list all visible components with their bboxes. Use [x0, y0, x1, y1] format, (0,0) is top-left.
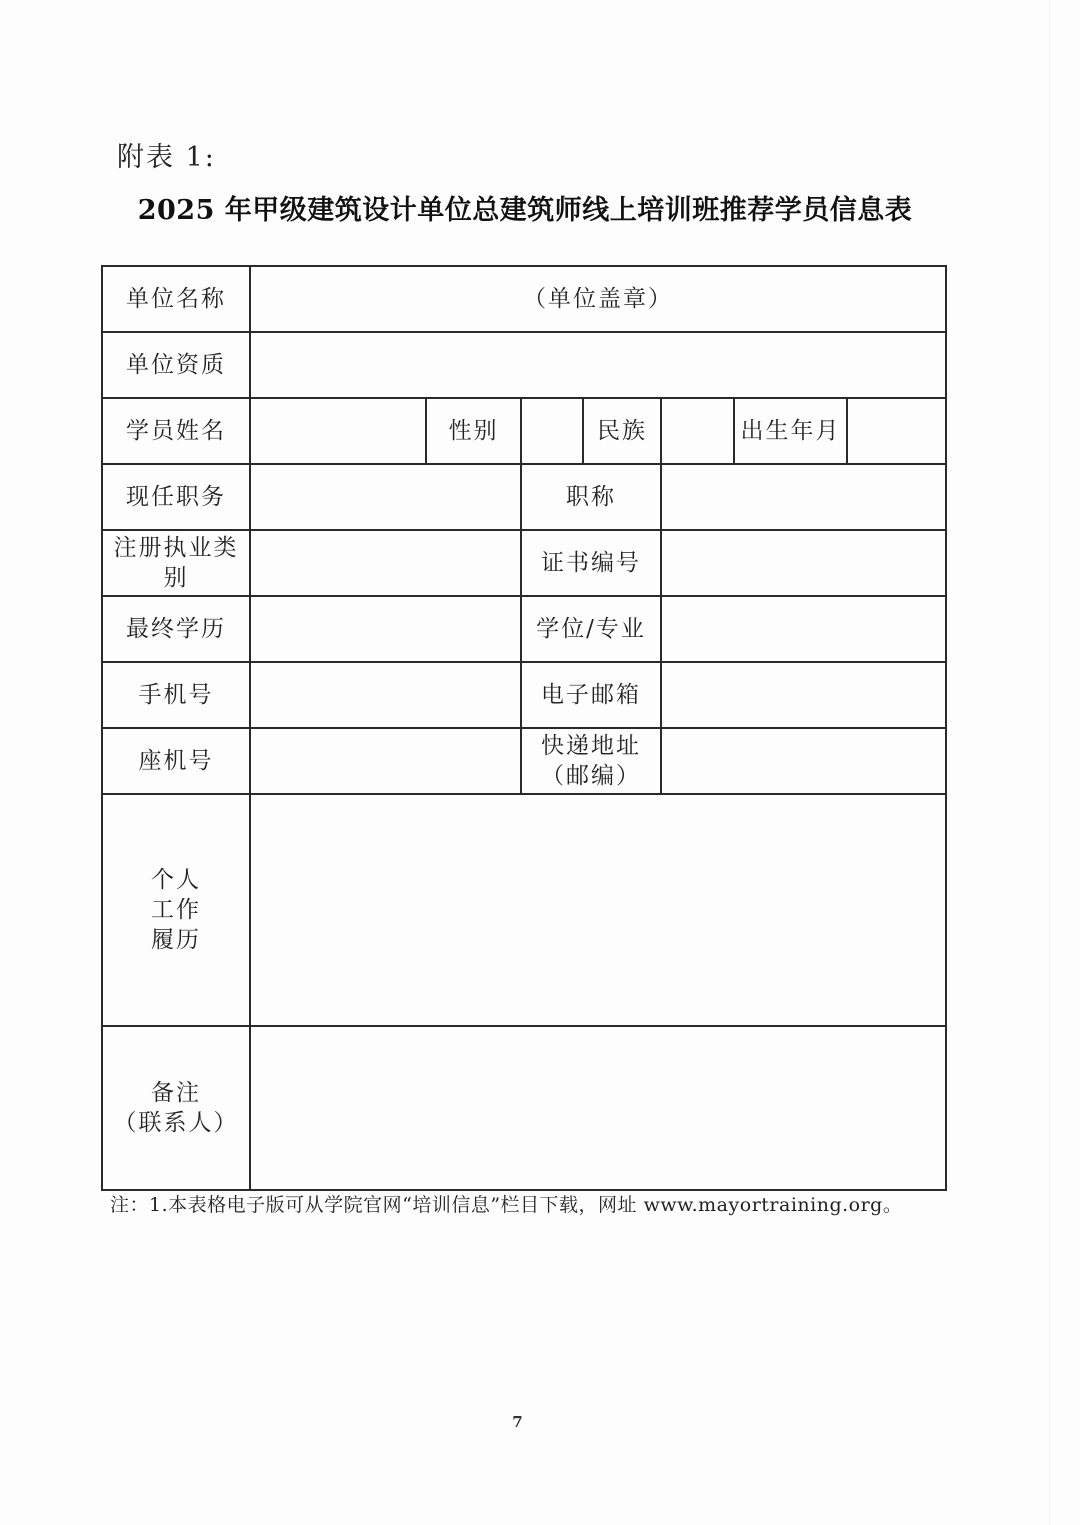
landline-field[interactable]	[250, 728, 521, 794]
current-position-field[interactable]	[250, 464, 521, 530]
landline-label: 座机号	[102, 728, 250, 794]
unit-qualification-label: 单位资质	[102, 332, 250, 398]
remarks-label	[102, 1026, 250, 1190]
certificate-number-field[interactable]	[661, 530, 946, 596]
work-history-label-line2: 工作	[151, 897, 201, 923]
trainee-info-form	[101, 265, 947, 1191]
email-field[interactable]	[661, 662, 946, 728]
document-title: 2025 年甲级建筑设计单位总建筑师线上培训班推荐学员信息表	[137, 195, 913, 226]
work-history-label	[102, 794, 250, 1026]
birth-date-field[interactable]	[847, 398, 946, 464]
mobile-label: 手机号	[102, 662, 250, 728]
footnote: 注：1.本表格电子版可从学院官网“培训信息”栏目下载，网址 www.mayortraining.org。	[110, 1194, 903, 1216]
gender-field[interactable]	[521, 398, 583, 464]
degree-major-field[interactable]	[661, 596, 946, 662]
trainee-name-label: 学员姓名	[102, 398, 250, 464]
annex-label: 附表 1:	[117, 142, 216, 173]
professional-title-field[interactable]	[661, 464, 946, 530]
ethnicity-field[interactable]	[661, 398, 734, 464]
address-label	[521, 728, 661, 794]
birth-date-label: 出生年月	[734, 398, 847, 464]
work-history-label-line1: 个人	[151, 867, 201, 893]
email-label: 电子邮箱	[521, 662, 661, 728]
remarks-label-line1: 备注	[151, 1080, 201, 1106]
professional-title-label: 职称	[521, 464, 661, 530]
page-number: 7	[512, 1413, 523, 1431]
mobile-field[interactable]	[250, 662, 521, 728]
trainee-name-field[interactable]	[250, 398, 426, 464]
certificate-number-label: 证书编号	[521, 530, 661, 596]
degree-major-label: 学位/专业	[521, 596, 661, 662]
ethnicity-label: 民族	[583, 398, 661, 464]
remarks-label-line2: （联系人）	[113, 1110, 239, 1136]
address-label-line1: 快递地址	[541, 733, 641, 759]
page-edge	[1049, 0, 1050, 1525]
remarks-field[interactable]	[250, 1026, 946, 1190]
address-label-line2: （邮编）	[541, 763, 641, 789]
unit-qualification-field[interactable]	[250, 332, 946, 398]
unit-stamp-hint: （单位盖章）	[523, 286, 674, 312]
gender-label: 性别	[426, 398, 521, 464]
unit-name-field[interactable]	[250, 266, 946, 332]
registration-category-label: 注册执业类别	[102, 530, 250, 596]
address-field[interactable]	[661, 728, 946, 794]
unit-name-label: 单位名称	[102, 266, 250, 332]
current-position-label: 现任职务	[102, 464, 250, 530]
work-history-field[interactable]	[250, 794, 946, 1026]
highest-education-field[interactable]	[250, 596, 521, 662]
highest-education-label: 最终学历	[102, 596, 250, 662]
work-history-label-line3: 履历	[151, 927, 201, 953]
registration-category-field[interactable]	[250, 530, 521, 596]
